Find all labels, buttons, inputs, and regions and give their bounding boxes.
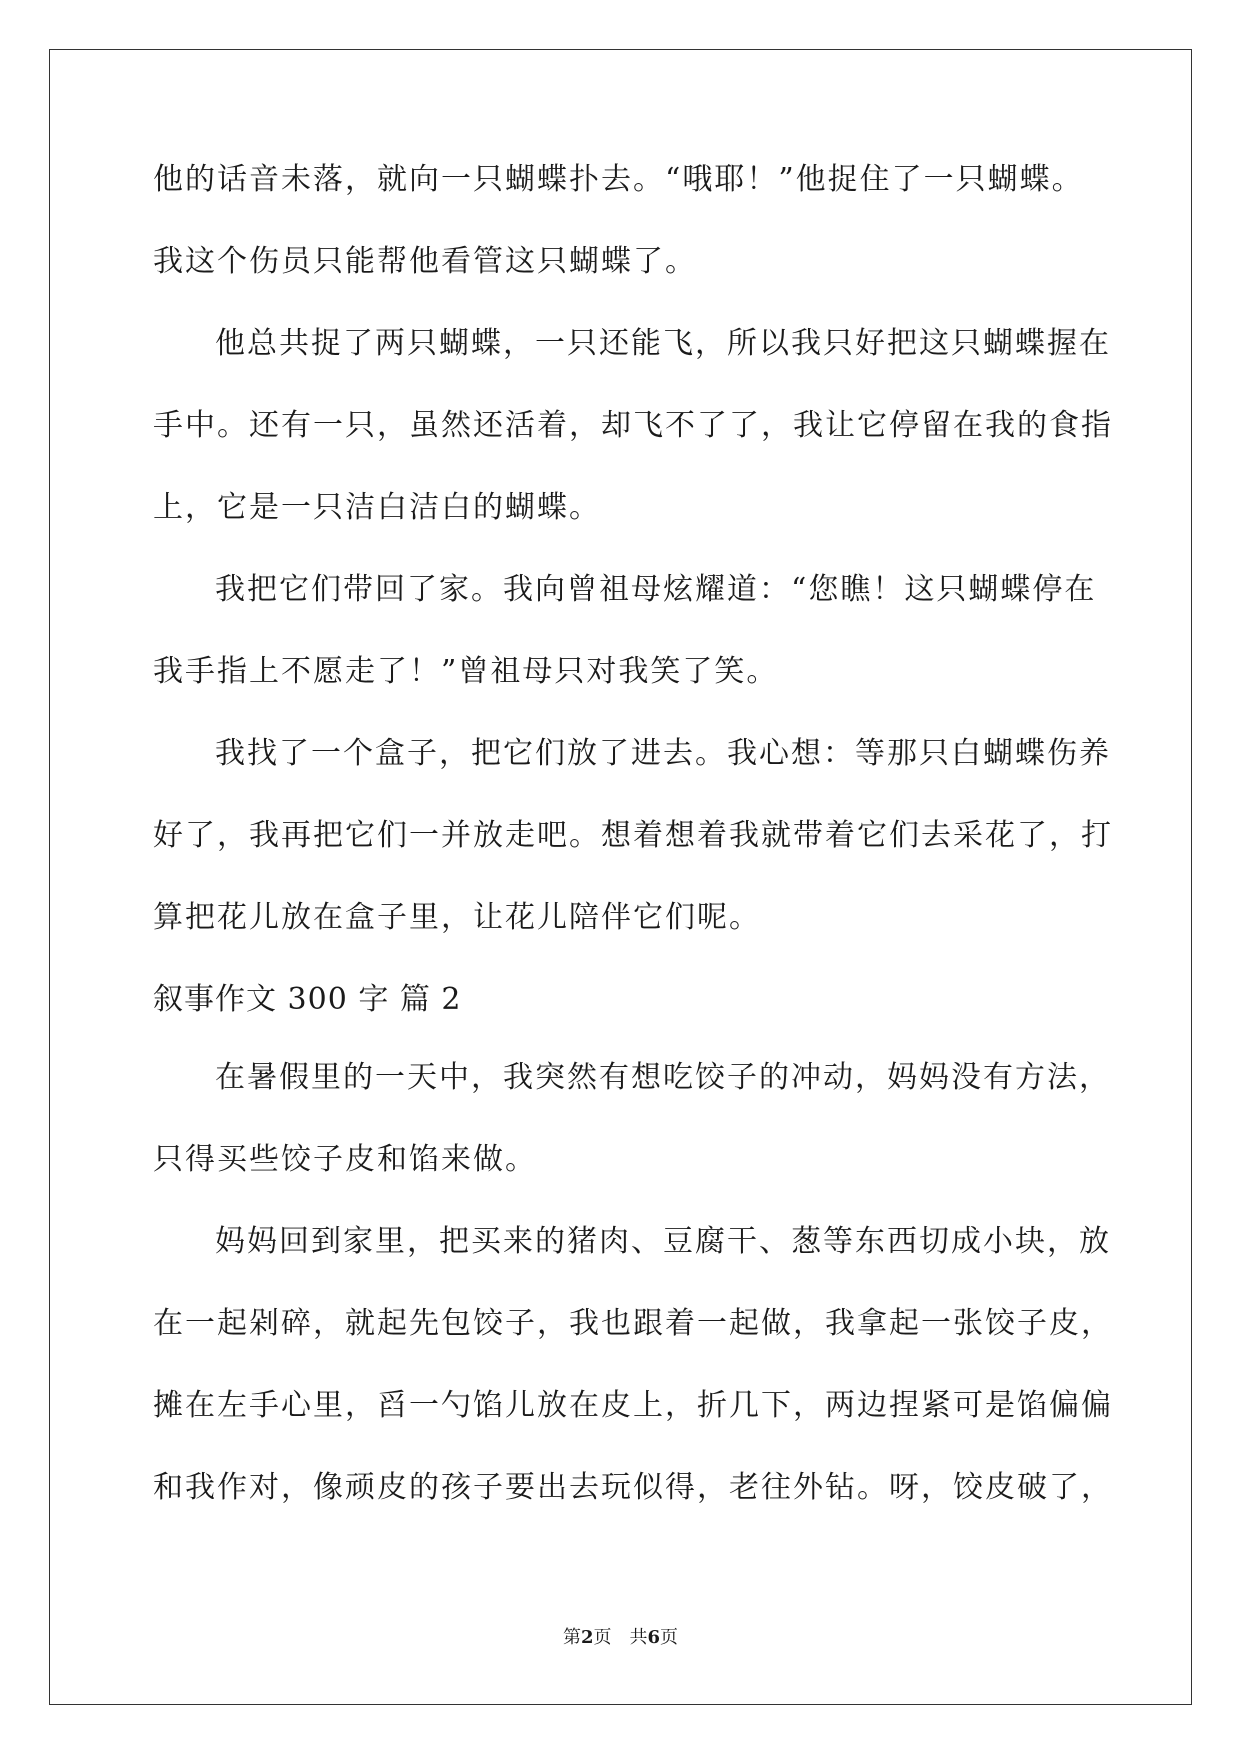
section-heading: 叙事作文 300 字 篇 2 [153,982,462,1017]
text-line-15: 在一起剁碎，就起先包饺子，我也跟着一起做，我拿起一张饺子皮， [153,1306,1113,1341]
footer-total-prefix: 共 [629,1627,648,1648]
text-line-17: 和我作对，像顽皮的孩子要出去玩似得，老往外钻。呀，饺皮破了， [153,1470,1113,1505]
total-page-number: 6 [647,1627,661,1648]
text-line-4: 手中。还有一只，虽然还活着，却飞不了了，我让它停留在我的食指 [153,408,1113,443]
text-line-3: 他总共捉了两只蝴蝶，一只还能飞，所以我只好把这只蝴蝶握在 [215,326,1111,361]
footer-prefix: 第 [562,1627,581,1648]
text-line-5: 上，它是一只洁白洁白的蝴蝶。 [153,490,601,525]
text-line-8: 我找了一个盒子，把它们放了进去。我心想：等那只白蝴蝶伤养 [215,736,1111,771]
current-page-number: 2 [580,1627,594,1648]
footer-page-suffix: 页 [593,1627,612,1648]
document-body [153,160,1113,1550]
text-line-2: 我这个伤员只能帮他看管这只蝴蝶了。 [153,244,697,279]
text-line-6: 我把它们带回了家。我向曾祖母炫耀道：“您瞧！这只蝴蝶停在 [215,572,1097,607]
footer-total-suffix: 页 [660,1627,679,1648]
text-line-12: 在暑假里的一天中，我突然有想吃饺子的冲动，妈妈没有方法， [215,1060,1111,1095]
text-line-7: 我手指上不愿走了！”曾祖母只对我笑了笑。 [153,654,779,689]
text-line-10: 算把花儿放在盒子里，让花儿陪伴它们呢。 [153,900,761,935]
text-line-14: 妈妈回到家里，把买来的猪肉、豆腐干、葱等东西切成小块，放 [215,1224,1111,1259]
text-line-16: 摊在左手心里，舀一勺馅儿放在皮上，折几下，两边捏紧可是馅偏偏 [153,1388,1113,1423]
text-line-1: 他的话音未落，就向一只蝴蝶扑去。“哦耶！”他捉住了一只蝴蝶。 [153,162,1084,197]
text-line-9: 好了，我再把它们一并放走吧。想着想着我就带着它们去采花了，打 [153,818,1113,853]
page-footer [0,1626,1241,1650]
text-line-13: 只得买些饺子皮和馅来做。 [153,1142,537,1177]
